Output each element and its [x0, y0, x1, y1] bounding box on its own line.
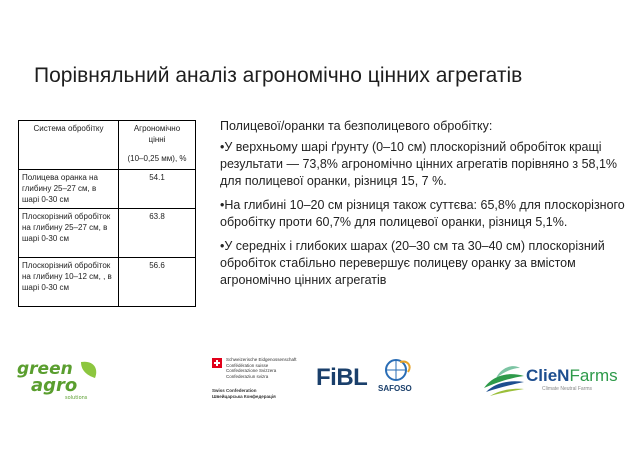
- table-cell-value: 56.6: [119, 258, 196, 307]
- table-header-system: Система обробітку: [19, 121, 119, 170]
- clienfarms-logo: [480, 358, 630, 398]
- green-agro-sub-text: solutions: [65, 395, 88, 401]
- leaf-icon: [81, 362, 96, 378]
- swiss-text-line: Confederazione Svizzera: [226, 368, 277, 373]
- fields-icon: [480, 358, 528, 398]
- fibl-logo: FiBL: [316, 364, 368, 391]
- table-cell-system: Плоскорізний обробіток на глибину 10–12 см, , в шарі 0-30 см: [19, 258, 119, 307]
- analysis-bullet: •На глибині 10–20 см різниця також суттєва: 65,8% для плоскорізного обробітку проти 60,7% для полицевої оранки, різниця 5,1%.: [220, 198, 625, 229]
- analysis-text: [220, 118, 630, 296]
- analysis-bullet: •У верхньому шарі ґрунту (0–10 см) плоскорізний обробіток кращі результати — 73,8% агрономічно цінних агрегатів порівняно з 58,1% для полицевої оранки, різниця 15, 7 %.: [220, 140, 618, 188]
- green-agro-logo: [15, 358, 105, 407]
- analysis-intro: Полицевої/оранки та безполицевого обробітку:: [220, 119, 493, 133]
- header-line: Агрономічно: [133, 124, 181, 133]
- clienfarms-subtitle: Climate Neutral Farms: [542, 386, 593, 392]
- safoso-text: SAFOSO: [378, 384, 412, 393]
- header-line: цінні: [148, 135, 166, 144]
- table-cell-value: 54.1: [119, 170, 196, 209]
- swiss-text-line: Confederaziun svizra: [226, 373, 269, 379]
- green-agro-top-text: green: [17, 359, 73, 379]
- clienfarms-text: [526, 366, 618, 386]
- table-cell-value: 63.8: [119, 209, 196, 258]
- table-header-row: [19, 121, 196, 170]
- header-line: (10–0,25 мм), %: [127, 154, 187, 163]
- slide-title: Порівняльний аналіз агрономічно цінних агрегатів: [34, 64, 523, 87]
- clien-main-text: ClieN: [526, 366, 570, 385]
- swiss-text-line: Swiss Confederation: [212, 388, 257, 393]
- table-header-aggregates: [119, 121, 196, 170]
- table-row: [19, 209, 196, 258]
- safoso-logo: [378, 356, 428, 396]
- green-agro-main-text: agro: [31, 375, 78, 396]
- table-row: [19, 170, 196, 209]
- swiss-text-line: Confédération suisse: [226, 362, 269, 368]
- swiss-text-line: Schweizerische Eidgenossenschaft: [226, 357, 297, 362]
- comparison-table: [18, 120, 196, 307]
- clien-farms-text: Farms: [569, 366, 618, 385]
- table-cell-system: Полицева оранка на глибину 25–27 см, в шарі 0-30 см: [19, 170, 119, 209]
- swiss-text-line: Швейцарська Конфедерація: [212, 393, 276, 399]
- partner-logos: [0, 350, 640, 410]
- analysis-bullet: •У середніх і глибоких шарах (20–30 см та 30–40 см) плоскорізний обробіток стабільно перевершує полицеву оранку за вмістом агрономічно цінних агрегатів: [220, 239, 605, 287]
- swiss-flag-icon: [212, 358, 222, 368]
- table-row: [19, 258, 196, 307]
- table-cell-system: Плоскорізний обробіток на глибину 25–27 см, в шарі 0-30 см: [19, 209, 119, 258]
